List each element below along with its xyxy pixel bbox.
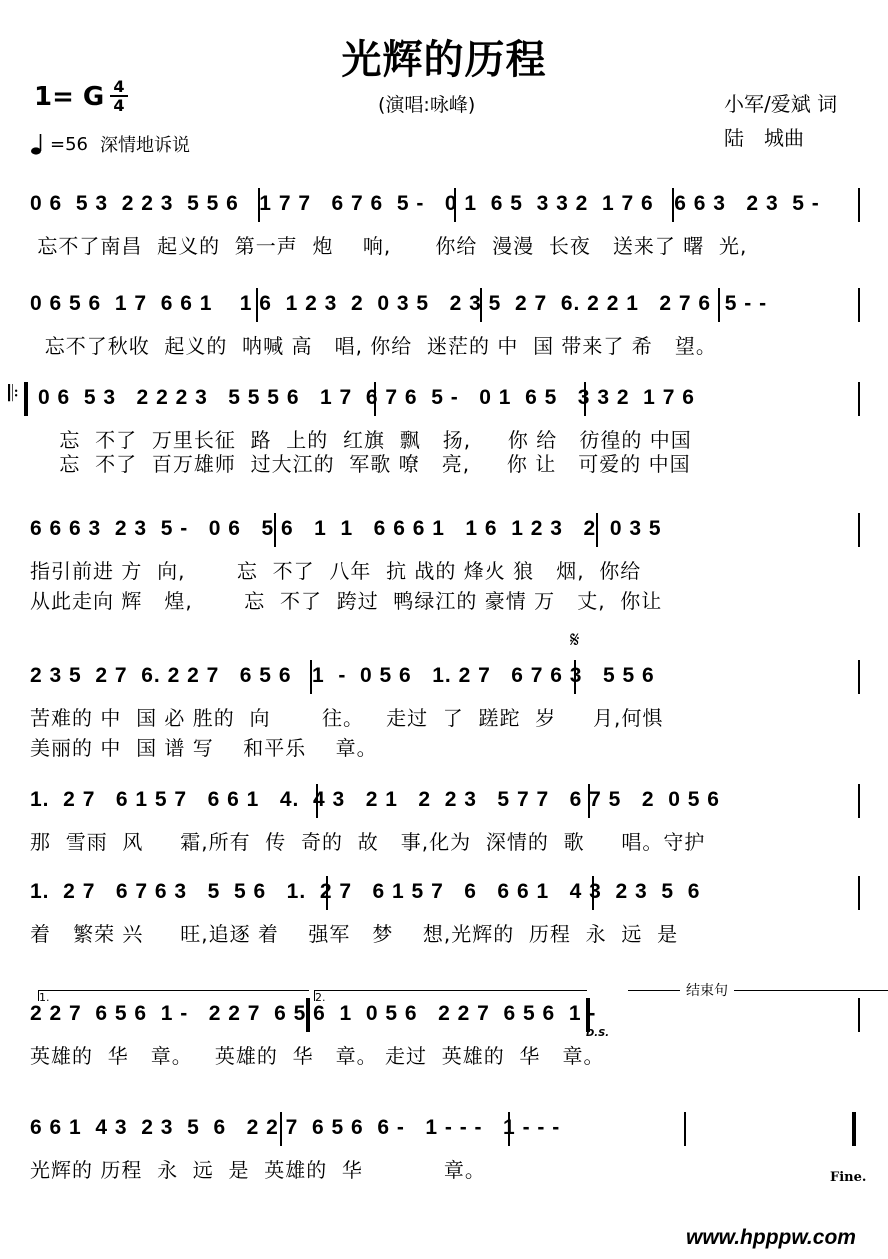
lyric-line-verse-2: 忘 不了 百万雄师 过大江的 军歌 嘹 亮, 你 让 可爱的 中国 bbox=[30, 452, 691, 476]
lyric-line: 那 雪雨 风 霜,所有 传 奇的 故 事,化为 深情的 歌 唱。守护 bbox=[30, 830, 706, 854]
time-signature bbox=[110, 78, 128, 114]
notation-line: 1. 2 7 6 7 6 3 5 5 6 1. 2 7 6 1 5 7 6 6 6 1 4 3 2 3 5 6 bbox=[30, 880, 701, 903]
notation-line: 0 6 5 6 1 7 6 6 1 1 6 1 2 3 2 0 3 5 2 3 5 2 7 6. 2 2 1 2 7 6 5 - - bbox=[30, 292, 768, 315]
notation-line: 2 2 7 6 5 6 1 - 2 2 7 6 5 6 1 0 5 6 2 2 7 6 5 6 1 - bbox=[30, 1002, 597, 1025]
repeat-start-sign: 𝄆 bbox=[8, 382, 19, 407]
time-signature-top: 4 bbox=[113, 77, 125, 96]
lyric-line: 忘不了秋收 起义的 呐喊 高 唱, 你给 迷茫的 中 国 带来了 希 望。 bbox=[30, 334, 717, 358]
fine-mark: Fine. bbox=[830, 1170, 867, 1185]
segno-sign: 𝄋 bbox=[570, 628, 580, 653]
time-signature-bottom: 4 bbox=[113, 96, 125, 115]
second-ending-bracket: 2. bbox=[314, 990, 587, 1001]
lyric-line-verse-1: 忘 不了 万里长征 路 上的 红旗 飘 扬, 你 给 彷徨的 中国 bbox=[30, 428, 692, 452]
quarter-note-icon bbox=[30, 132, 46, 156]
notation-line: 1. 2 7 6 1 5 7 6 6 1 4. 4 3 2 1 2 2 3 5 7 7 6 7 5 2 0 5 6 bbox=[30, 788, 720, 811]
ending-phrase-label bbox=[628, 980, 888, 1000]
key-signature: 1= G bbox=[34, 82, 105, 112]
dal-segno-mark: D.S. bbox=[586, 1028, 610, 1039]
tempo-marking bbox=[30, 131, 190, 157]
song-title: 光辉的历程 bbox=[341, 37, 547, 83]
expression-text: 深情地诉说 bbox=[100, 135, 190, 156]
notation-line: 6 6 6 3 2 3 5 - 0 6 5 6 1 1 6 6 6 1 1 6 1 2 3 2 0 3 5 bbox=[30, 517, 662, 540]
notation-line: 0 6 5 3 2 2 2 3 5 5 5 6 1 7 6 7 6 5 - 0 1 6 5 3 3 2 1 7 6 bbox=[38, 386, 695, 409]
ending-phrase-text: 结束句 bbox=[686, 983, 728, 999]
lyric-line: 忘不了南昌 起义的 第一声 炮 响, 你给 漫漫 长夜 送来了 曙 光, bbox=[30, 234, 748, 258]
lyric-line: 着 繁荣 兴 旺,追逐 着 强军 梦 想,光辉的 历程 永 远 是 bbox=[30, 922, 679, 946]
notation-line: 6 6 1 4 3 2 3 5 6 2 2 7 6 5 6 6 - 1 - - - 1 - - - bbox=[30, 1116, 561, 1139]
first-ending-bracket: 1. bbox=[38, 990, 309, 1001]
notation-line: 2 3 5 2 7 6. 2 2 7 6 5 6 1 - 0 5 6 1. 2 7 6 7 6 3 5 5 6 bbox=[30, 664, 655, 687]
lyric-line: 英雄的 华 章。 英雄的 华 章。 走过 英雄的 华 章。 bbox=[30, 1044, 605, 1068]
tempo-value: =56 bbox=[50, 133, 88, 155]
lyric-line: 光辉的 历程 永 远 是 英雄的 华 章。 bbox=[30, 1158, 486, 1182]
lyric-line-verse-1: 苦难的 中 国 必 胜的 向 往。 走过 了 蹉跎 岁 月,何惧 bbox=[30, 706, 664, 730]
notation-line: 0 6 5 3 2 2 3 5 5 6 1 7 7 6 7 6 5 - 0 1 6 5 3 3 2 1 7 6 6 6 3 2 3 5 - bbox=[30, 192, 820, 215]
lyricist-credit: 小军/爱斌 词 bbox=[724, 92, 838, 116]
performer-credit: (演唱:咏峰) bbox=[378, 94, 476, 116]
site-watermark: www.hpppw.com bbox=[686, 1226, 856, 1249]
lyric-line-verse-2: 从此走向 辉 煌, 忘 不了 跨过 鸭绿江的 豪情 万 丈, 你让 bbox=[30, 589, 663, 613]
lyric-line-verse-2: 美丽的 中 国 谱 写 和平乐 章。 bbox=[30, 736, 378, 760]
composer-credit: 陆 城曲 bbox=[724, 126, 804, 150]
lyric-line-verse-1: 指引前进 方 向, 忘 不了 八年 抗 战的 烽火 狼 烟, 你给 bbox=[30, 559, 642, 583]
